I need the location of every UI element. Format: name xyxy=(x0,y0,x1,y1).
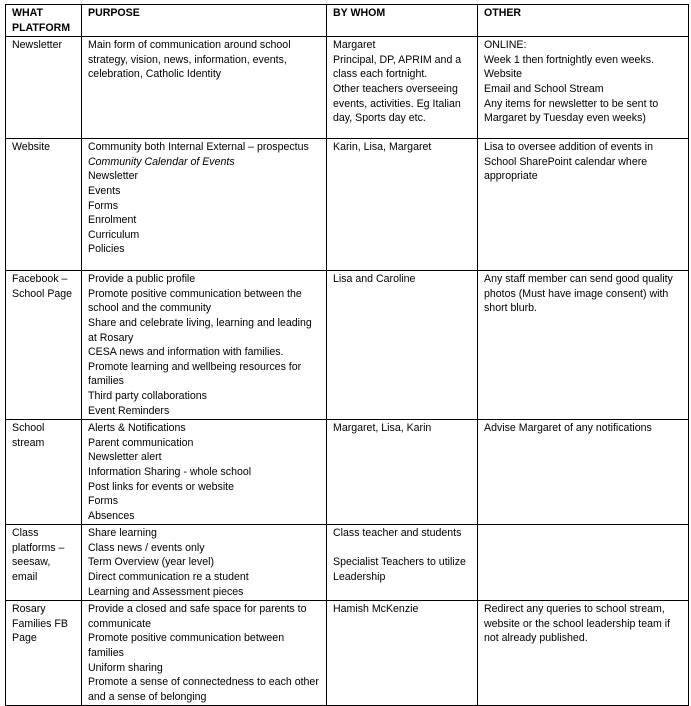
by-whom-item: Margaret, Lisa, Karin xyxy=(333,422,432,435)
purpose-item: Policies xyxy=(88,243,125,256)
purpose-cell xyxy=(82,139,327,271)
other-item: Email and School Stream xyxy=(484,82,604,95)
purpose-item: Forms xyxy=(88,199,119,212)
purpose-item: Curriculum xyxy=(88,228,140,241)
by-whom-cell xyxy=(327,601,478,706)
other-item: Any items for newsletter to be sent to Margaret by Tuesday even weeks) xyxy=(484,97,659,125)
purpose-item: Class news / events only xyxy=(88,541,205,554)
other-cell xyxy=(478,37,689,139)
other-item: Any staff member can send good quality photos (Must have image consent) with short blurb. xyxy=(484,273,673,315)
by-whom-item: Other teachers overseeing events, activities. Eg Italian day, Sports day etc. xyxy=(333,82,461,125)
purpose-cell xyxy=(82,271,327,420)
by-whom-cell xyxy=(327,139,478,271)
other-item: Lisa to oversee addition of events in School SharePoint calendar where appropriate xyxy=(484,141,654,183)
platform-name: Rosary Families FB Page xyxy=(12,603,68,645)
purpose-item: Promote positive communication between the school and the community xyxy=(88,287,302,315)
purpose-cell xyxy=(82,601,327,706)
other-cell xyxy=(478,601,689,706)
table-row xyxy=(6,420,689,525)
other-cell xyxy=(478,139,689,271)
purpose-item: Event Reminders xyxy=(88,404,170,417)
platform-name: Website xyxy=(12,141,51,154)
purpose-cell xyxy=(82,420,327,525)
other-cell xyxy=(478,525,689,601)
by-whom-item: Principal, DP, APRIM and a class each fortnight. xyxy=(333,53,462,81)
other-cell xyxy=(478,271,689,420)
table-row xyxy=(6,37,689,139)
purpose-item: Parent communication xyxy=(88,436,194,449)
table-row xyxy=(6,271,689,420)
platform-cell xyxy=(6,601,82,706)
purpose-item: Promote positive communication between families xyxy=(88,632,285,660)
header-purpose: PURPOSE xyxy=(82,5,327,37)
purpose-item: Promote a sense of connectedness to each other and a sense of belonging xyxy=(88,676,319,703)
by-whom-item: Leadership xyxy=(333,571,386,584)
communication-platforms-table xyxy=(5,4,689,706)
purpose-item: CESA news and information with families. xyxy=(88,346,284,359)
table-row xyxy=(6,139,689,271)
platform-cell xyxy=(6,37,82,139)
by-whom-item: Specialist Teachers to utilize xyxy=(333,556,466,569)
purpose-item: Share learning xyxy=(88,527,157,540)
other-item: Advise Margaret of any notifications xyxy=(484,422,652,435)
platform-name: Newsletter xyxy=(12,39,63,52)
purpose-item: Enrolment xyxy=(88,214,137,227)
platform-name: Class platforms – seesaw, email xyxy=(12,527,65,584)
purpose-item: Information Sharing - whole school xyxy=(88,465,252,478)
purpose-item: Newsletter alert xyxy=(88,451,162,464)
by-whom-cell xyxy=(327,525,478,601)
purpose-item: Community both Internal External – prospectus xyxy=(88,141,309,154)
purpose-cell xyxy=(82,37,327,139)
by-whom-item: Karin, Lisa, Margaret xyxy=(333,141,432,154)
by-whom-item: Hamish McKenzie xyxy=(333,603,419,616)
purpose-item: Alerts & Notifications xyxy=(88,422,186,435)
purpose-item: Main form of communication around school strategy, vision, news, information, events, celebration, Catholic Identity xyxy=(88,39,291,81)
purpose-item: Share and celebrate living, learning and leading at Rosary xyxy=(88,316,312,344)
platform-cell xyxy=(6,271,82,420)
by-whom-item: Lisa and Caroline xyxy=(333,273,416,286)
platform-name: Facebook – School Page xyxy=(12,273,73,300)
purpose-item: Provide a closed and safe space for parents to communicate xyxy=(88,603,307,630)
by-whom-item: Margaret xyxy=(333,39,376,52)
other-item: Website xyxy=(484,68,523,81)
platform-cell xyxy=(6,420,82,525)
purpose-item: Community Calendar of Events xyxy=(88,155,235,168)
platform-cell xyxy=(6,139,82,271)
platform-cell xyxy=(6,525,82,601)
other-cell xyxy=(478,420,689,525)
blank-line xyxy=(333,541,471,556)
purpose-item: Forms xyxy=(88,495,119,508)
other-item: Week 1 then fortnightly even weeks. xyxy=(484,53,654,66)
by-whom-cell xyxy=(327,271,478,420)
table-row xyxy=(6,601,689,706)
purpose-cell xyxy=(82,525,327,601)
purpose-item: Learning and Assessment pieces xyxy=(88,585,244,598)
other-item: ONLINE: xyxy=(484,39,527,52)
by-whom-cell xyxy=(327,37,478,139)
by-whom-item: Class teacher and students xyxy=(333,527,462,540)
header-other: OTHER xyxy=(478,5,689,37)
header-platform: WHAT PLATFORM xyxy=(6,5,82,37)
purpose-item: Events xyxy=(88,184,121,197)
table-row xyxy=(6,525,689,601)
purpose-item: Absences xyxy=(88,509,135,522)
purpose-item: Post links for events or website xyxy=(88,480,235,493)
other-item: Redirect any queries to school stream, website or the school leadership team if not already published. xyxy=(484,603,671,645)
purpose-item: Provide a public profile xyxy=(88,273,196,286)
platform-name: School stream xyxy=(12,422,45,449)
purpose-item: Term Overview (year level) xyxy=(88,556,214,569)
header-row xyxy=(6,5,689,37)
header-by-whom: BY WHOM xyxy=(327,5,478,37)
purpose-item: Promote learning and wellbeing resources for families xyxy=(88,360,302,388)
purpose-item: Third party collaborations xyxy=(88,389,207,402)
purpose-item: Uniform sharing xyxy=(88,661,163,674)
purpose-item: Newsletter xyxy=(88,170,139,183)
purpose-item: Direct communication re a student xyxy=(88,571,249,584)
by-whom-cell xyxy=(327,420,478,525)
